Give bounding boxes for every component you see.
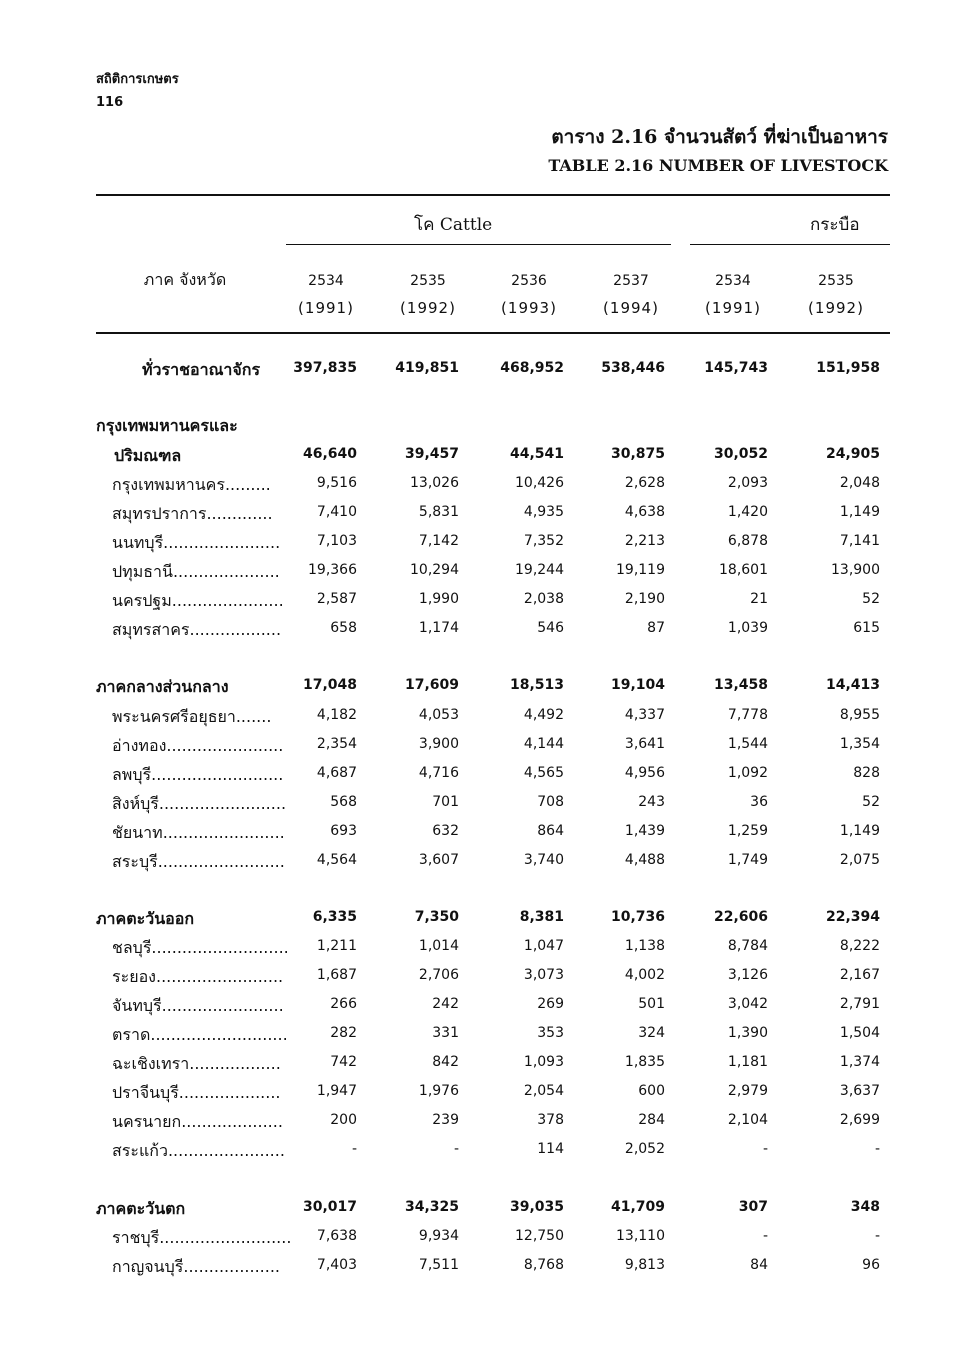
table-cell: 1,439 <box>624 823 665 839</box>
table-cell: 1,093 <box>523 1054 564 1070</box>
table-cell: 284 <box>638 1112 665 1128</box>
table-cell: 21 <box>750 591 768 607</box>
table-cell: 41,709 <box>610 1199 665 1215</box>
table-cell: 9,516 <box>316 475 357 491</box>
table-cell: 269 <box>537 996 564 1012</box>
table-row <box>0 763 966 789</box>
row-label: ปทุมธานี..................... <box>112 562 280 581</box>
table-cell: 2,048 <box>839 475 880 491</box>
table-cell: 30,052 <box>713 446 768 462</box>
table-cell: 742 <box>330 1054 357 1070</box>
table-cell: 1,990 <box>418 591 459 607</box>
table-cell: 397,835 <box>293 360 357 376</box>
table-cell: 2,699 <box>839 1112 880 1128</box>
table-cell: 1,181 <box>727 1054 768 1070</box>
table-cell: 538,446 <box>601 360 665 376</box>
table-cell: 4,182 <box>316 707 357 723</box>
row-label: สระแก้ว....................... <box>112 1141 285 1160</box>
table-row <box>0 1052 966 1078</box>
table-cell: 2,587 <box>316 591 357 607</box>
table-cell: 7,350 <box>414 909 459 925</box>
table-cell: 7,778 <box>727 707 768 723</box>
table-row <box>0 531 966 557</box>
table-row <box>0 502 966 528</box>
row-label: ระยอง......................... <box>112 967 284 986</box>
table-row-region <box>0 444 966 470</box>
table-cell: 8,768 <box>523 1257 564 1273</box>
table-cell: 348 <box>850 1199 880 1215</box>
table-row <box>0 1255 966 1281</box>
table-cell: 14,413 <box>825 677 880 693</box>
table-cell: 19,104 <box>610 677 665 693</box>
table-cell: 3,637 <box>839 1083 880 1099</box>
table-cell: 501 <box>638 996 665 1012</box>
table-cell: 4,337 <box>624 707 665 723</box>
table-cell: 701 <box>432 794 459 810</box>
table-cell: 1,835 <box>624 1054 665 1070</box>
table-cell: 18,601 <box>719 562 768 578</box>
header-province: ภาค จังหวัด <box>143 270 227 289</box>
table-cell: 30,017 <box>302 1199 357 1215</box>
table-cell: 4,492 <box>523 707 564 723</box>
table-cell: - <box>874 1228 880 1244</box>
table-cell: 52 <box>862 591 880 607</box>
column-group-cattle: โค Cattle <box>414 215 493 235</box>
header-year-ce: (1991) <box>705 299 761 317</box>
table-cell: 46,640 <box>302 446 357 462</box>
table-cell: 4,053 <box>418 707 459 723</box>
table-cell: 2,093 <box>727 475 768 491</box>
table-cell: 3,126 <box>727 967 768 983</box>
table-row <box>0 1226 966 1252</box>
row-label: ภาคตะวันตก <box>96 1199 186 1218</box>
table-row-region <box>0 414 966 440</box>
row-label: ทั่วราชอาณาจักร <box>142 360 261 379</box>
header-year-ce: (1992) <box>808 299 864 317</box>
table-row <box>0 618 966 644</box>
row-label: ภาคกลางส่วนกลาง <box>96 677 229 696</box>
table-cell: 615 <box>853 620 880 636</box>
table-cell: 4,716 <box>418 765 459 781</box>
cattle-group-rule <box>286 244 671 245</box>
table-cell: 266 <box>330 996 357 1012</box>
table-cell: 3,641 <box>624 736 665 752</box>
table-cell: 243 <box>638 794 665 810</box>
table-cell: 39,457 <box>404 446 459 462</box>
table-cell: 8,222 <box>839 938 880 954</box>
table-row <box>0 792 966 818</box>
header-year-be: 2534 <box>715 273 751 289</box>
table-title-thai: ตาราง 2.16 จำนวนสัตว์ ที่ฆ่าเป็นอาหาร <box>551 126 888 148</box>
table-cell: 600 <box>638 1083 665 1099</box>
row-label: ปราจีนบุรี.................... <box>112 1083 281 1102</box>
table-cell: 1,047 <box>523 938 564 954</box>
table-cell: 864 <box>537 823 564 839</box>
buffalo-group-rule <box>690 244 890 245</box>
table-cell: 9,813 <box>624 1257 665 1273</box>
table-cell: 2,190 <box>624 591 665 607</box>
page-number: 116 <box>96 95 124 110</box>
table-cell: 114 <box>537 1141 564 1157</box>
header-year-ce: (1994) <box>603 299 659 317</box>
table-cell: 2,104 <box>727 1112 768 1128</box>
table-cell: 1,259 <box>727 823 768 839</box>
table-cell: 2,052 <box>624 1141 665 1157</box>
table-cell: 19,244 <box>515 562 564 578</box>
table-cell: 4,002 <box>624 967 665 983</box>
table-cell: 36 <box>750 794 768 810</box>
table-cell: 87 <box>647 620 665 636</box>
table-cell: 1,947 <box>316 1083 357 1099</box>
table-cell: 10,426 <box>515 475 564 491</box>
table-cell: 3,900 <box>418 736 459 752</box>
table-cell: - <box>351 1141 357 1157</box>
table-cell: 145,743 <box>704 360 768 376</box>
table-cell: 19,119 <box>616 562 665 578</box>
table-cell: 1,014 <box>418 938 459 954</box>
table-cell: 324 <box>638 1025 665 1041</box>
table-row <box>0 994 966 1020</box>
table-cell: 22,394 <box>825 909 880 925</box>
table-cell: - <box>874 1141 880 1157</box>
header-year-be: 2535 <box>818 273 854 289</box>
table-cell: 1,687 <box>316 967 357 983</box>
table-cell: 242 <box>432 996 459 1012</box>
table-cell: 1,211 <box>316 938 357 954</box>
table-cell: 96 <box>862 1257 880 1273</box>
top-rule <box>96 194 890 196</box>
table-cell: - <box>762 1228 768 1244</box>
table-cell: 7,141 <box>839 533 880 549</box>
table-cell: 1,149 <box>839 504 880 520</box>
table-cell: 9,934 <box>418 1228 459 1244</box>
table-cell: 4,687 <box>316 765 357 781</box>
table-cell: 4,564 <box>316 852 357 868</box>
table-row <box>0 1110 966 1136</box>
table-cell: 2,167 <box>839 967 880 983</box>
header-year-ce: (1992) <box>400 299 456 317</box>
table-cell: 4,638 <box>624 504 665 520</box>
row-label: นครนายก.................... <box>112 1112 283 1131</box>
table-cell: 3,073 <box>523 967 564 983</box>
header-year-be: 2534 <box>308 273 344 289</box>
table-cell: 2,354 <box>316 736 357 752</box>
table-cell: 10,736 <box>610 909 665 925</box>
header-year-ce: (1993) <box>501 299 557 317</box>
table-cell: 468,952 <box>500 360 564 376</box>
row-label: ปริมณฑล <box>114 446 182 465</box>
table-cell: 828 <box>853 765 880 781</box>
table-cell: 8,381 <box>519 909 564 925</box>
table-cell: 2,628 <box>624 475 665 491</box>
table-cell: 2,979 <box>727 1083 768 1099</box>
header-bottom-rule <box>96 332 890 334</box>
table-cell: 307 <box>738 1199 768 1215</box>
row-label: อ่างทอง....................... <box>112 736 284 755</box>
table-cell: - <box>453 1141 459 1157</box>
table-cell: 19,366 <box>308 562 357 578</box>
table-cell: 7,103 <box>316 533 357 549</box>
header-year-be: 2535 <box>410 273 446 289</box>
table-cell: 4,935 <box>523 504 564 520</box>
row-label: สระบุรี......................... <box>112 852 285 871</box>
column-group-buffalo: กระบือ <box>810 215 860 235</box>
table-cell: 4,956 <box>624 765 665 781</box>
table-cell: 2,038 <box>523 591 564 607</box>
header-year-ce: (1991) <box>298 299 354 317</box>
table-cell: 2,054 <box>523 1083 564 1099</box>
table-cell: 1,976 <box>418 1083 459 1099</box>
table-cell: 18,513 <box>509 677 564 693</box>
table-cell: 6,878 <box>727 533 768 549</box>
table-cell: 34,325 <box>404 1199 459 1215</box>
table-cell: 2,791 <box>839 996 880 1012</box>
table-cell: 3,042 <box>727 996 768 1012</box>
table-row-total <box>0 358 966 384</box>
table-cell: 331 <box>432 1025 459 1041</box>
row-label: จันทบุรี........................ <box>112 996 284 1015</box>
table-cell: 7,410 <box>316 504 357 520</box>
table-cell: 7,511 <box>418 1257 459 1273</box>
row-label: สมุทรสาคร.................. <box>112 620 282 639</box>
row-label: ลพบุรี.......................... <box>112 765 284 784</box>
table-cell: 1,174 <box>418 620 459 636</box>
table-row <box>0 936 966 962</box>
row-label: นนทบุรี....................... <box>112 533 281 552</box>
row-label: สิงห์บุรี......................... <box>112 794 287 813</box>
table-row-region <box>0 675 966 701</box>
table-row-region <box>0 907 966 933</box>
table-cell: 8,955 <box>839 707 880 723</box>
table-cell: 2,213 <box>624 533 665 549</box>
table-cell: 419,851 <box>395 360 459 376</box>
table-cell: 39,035 <box>509 1199 564 1215</box>
table-cell: 13,900 <box>831 562 880 578</box>
table-cell: 568 <box>330 794 357 810</box>
table-cell: 7,403 <box>316 1257 357 1273</box>
running-head: สถิติการเกษตร <box>96 72 179 87</box>
table-cell: 3,607 <box>418 852 459 868</box>
table-cell: 151,958 <box>816 360 880 376</box>
table-cell: 7,142 <box>418 533 459 549</box>
table-cell: 708 <box>537 794 564 810</box>
table-row <box>0 734 966 760</box>
table-row <box>0 965 966 991</box>
row-label: ภาคตะวันออก <box>96 909 195 928</box>
table-cell: 12,750 <box>515 1228 564 1244</box>
table-row <box>0 821 966 847</box>
table-cell: 7,638 <box>316 1228 357 1244</box>
table-cell: 17,609 <box>404 677 459 693</box>
table-cell: 44,541 <box>509 446 564 462</box>
table-cell: 842 <box>432 1054 459 1070</box>
table-cell: 5,831 <box>418 504 459 520</box>
table-cell: 200 <box>330 1112 357 1128</box>
row-label: กรุงเทพมหานคร......... <box>112 475 271 494</box>
table-cell: 17,048 <box>302 677 357 693</box>
table-title-english: TABLE 2.16 NUMBER OF LIVESTOCK <box>548 156 888 175</box>
table-row <box>0 589 966 615</box>
table-cell: 84 <box>750 1257 768 1273</box>
table-cell: 30,875 <box>610 446 665 462</box>
table-row <box>0 850 966 876</box>
header-year-be: 2537 <box>613 273 649 289</box>
table-cell: 282 <box>330 1025 357 1041</box>
table-cell: 658 <box>330 620 357 636</box>
table-cell: 52 <box>862 794 880 810</box>
table-cell: 10,294 <box>410 562 459 578</box>
row-label: สมุทรปราการ............. <box>112 504 273 523</box>
table-cell: - <box>762 1141 768 1157</box>
table-cell: 2,075 <box>839 852 880 868</box>
table-row <box>0 1081 966 1107</box>
table-cell: 1,138 <box>624 938 665 954</box>
table-cell: 13,026 <box>410 475 459 491</box>
table-row <box>0 705 966 731</box>
table-cell: 4,144 <box>523 736 564 752</box>
row-label: ราชบุรี.......................... <box>112 1228 292 1247</box>
row-label: ฉะเชิงเทรา.................. <box>112 1054 281 1073</box>
table-row <box>0 560 966 586</box>
row-label: นครปฐม...................... <box>112 591 284 610</box>
table-cell: 353 <box>537 1025 564 1041</box>
table-cell: 13,458 <box>713 677 768 693</box>
table-cell: 1,420 <box>727 504 768 520</box>
table-row <box>0 473 966 499</box>
row-label: ชัยนาท........................ <box>112 823 285 842</box>
table-cell: 1,092 <box>727 765 768 781</box>
table-cell: 1,749 <box>727 852 768 868</box>
row-label: กาญจนบุรี................... <box>112 1257 280 1276</box>
table-cell: 1,390 <box>727 1025 768 1041</box>
table-cell: 378 <box>537 1112 564 1128</box>
row-label: ตราด........................... <box>112 1025 288 1044</box>
table-row <box>0 1023 966 1049</box>
table-cell: 1,149 <box>839 823 880 839</box>
table-row <box>0 1139 966 1165</box>
table-cell: 4,488 <box>624 852 665 868</box>
row-label: ชลบุรี........................... <box>112 938 289 957</box>
table-cell: 1,504 <box>839 1025 880 1041</box>
table-cell: 2,706 <box>418 967 459 983</box>
table-cell: 22,606 <box>713 909 768 925</box>
table-cell: 7,352 <box>523 533 564 549</box>
table-cell: 239 <box>432 1112 459 1128</box>
table-cell: 13,110 <box>616 1228 665 1244</box>
row-label: พระนครศรีอยุธยา....... <box>112 707 272 726</box>
table-row-region <box>0 1197 966 1223</box>
table-cell: 3,740 <box>523 852 564 868</box>
table-cell: 1,544 <box>727 736 768 752</box>
table-cell: 546 <box>537 620 564 636</box>
table-cell: 632 <box>432 823 459 839</box>
table-cell: 693 <box>330 823 357 839</box>
row-label: กรุงเทพมหานครและ <box>96 416 238 435</box>
table-cell: 6,335 <box>312 909 357 925</box>
table-cell: 8,784 <box>727 938 768 954</box>
table-cell: 4,565 <box>523 765 564 781</box>
table-cell: 24,905 <box>825 446 880 462</box>
table-cell: 1,039 <box>727 620 768 636</box>
table-cell: 1,374 <box>839 1054 880 1070</box>
table-cell: 1,354 <box>839 736 880 752</box>
header-year-be: 2536 <box>511 273 547 289</box>
